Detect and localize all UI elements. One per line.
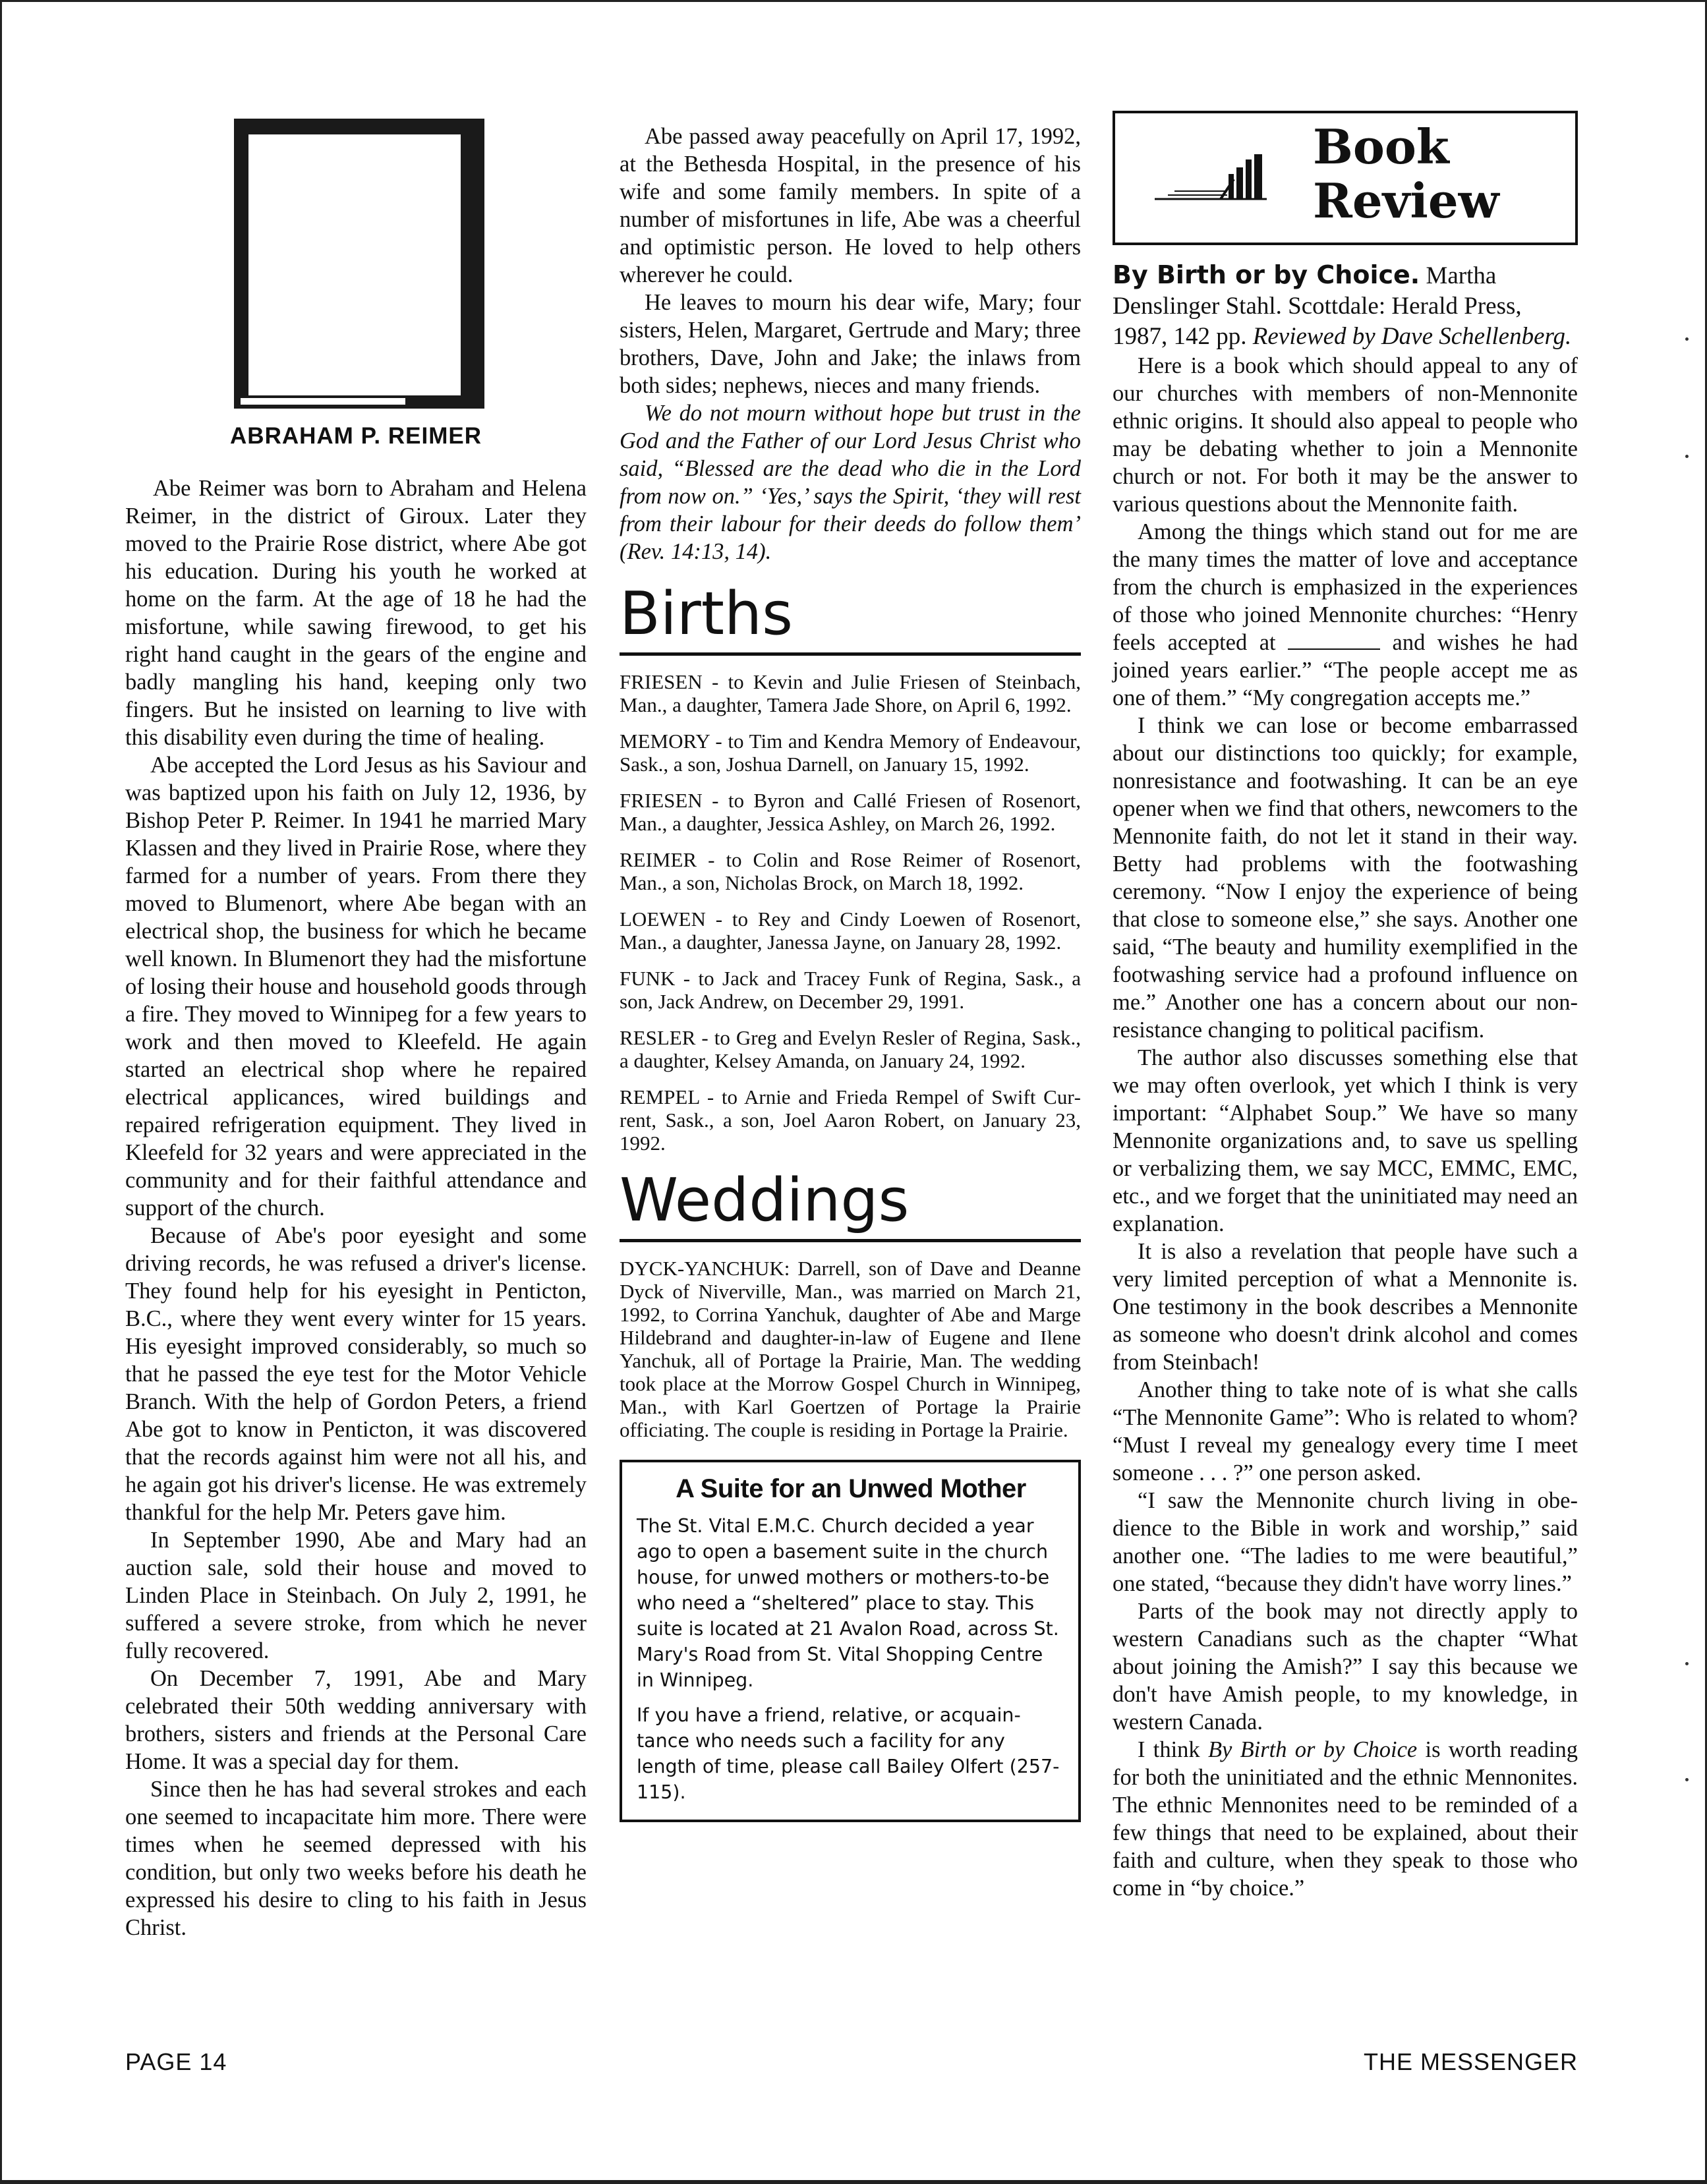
book-review-title — [1313, 120, 1499, 228]
review-text: I think — [1138, 1737, 1208, 1762]
book-title-italic: By Birth or by Choice — [1207, 1737, 1418, 1762]
birth-notice: FUNK - to Jack and Tracey Funk of Regina, Sask., a son, Jack Andrew, on December 29, 1991. — [620, 967, 1081, 1013]
book-review-title-line2: Review — [1313, 173, 1499, 229]
book-review-title-line1: Book — [1313, 119, 1449, 175]
birth-notice: LOEWEN - to Rey and Cindy Loewen of Rosenort, Man., a daughter, Janessa Jayne, on January 28, 1992. — [620, 907, 1081, 954]
review-paragraph — [1113, 518, 1578, 712]
margin-mark — [1685, 455, 1689, 458]
book-review-byline — [1113, 260, 1578, 352]
book-review-heading-box — [1113, 111, 1578, 245]
birth-notice: REMPEL - to Arnie and Frieda Rempel of Swift Current, Sask., a son, Joel Aaron Robert, on January 23, 1992. — [620, 1085, 1081, 1155]
suite-announcement-paragraph: The St. Vital E.M.C. Church decided a year ago to open a basement suite in the church house, for unwed mothers or mothers-to-be who need a “sheltered” place to stay. This suite is located at 21 Avalon Road, across St. Mary's Road from St. Vital Shopping Centre in Winnipeg. — [637, 1515, 1059, 1691]
review-paragraph: Here is a book which should appeal to any of our churches with members of non-Mennonite ethnic origins. It should also appeal to people who may be debating whether to join a Mennonite church or not. For both it may be the answer to various questions about the Mennonite faith. — [1113, 353, 1578, 517]
margin-mark — [1685, 337, 1689, 341]
books-icon — [1155, 148, 1267, 207]
obituary-paragraph: Abe Reimer was born to Abraham and Helena Reimer, in the district of Giroux. Later they moved to the Prairie Rose district, where Abe got his education. During his youth he worked at home on the farm. At the age of 18 he had the misfortune, while sawing firewood, to get his right hand caught in the gears of the engine and badly mangling his hand, keeping only two fingers. But he insisted on learning to live with this disability even during the time of healing. — [125, 476, 587, 750]
middle-column — [620, 123, 1081, 1822]
review-paragraph — [1113, 1736, 1578, 1902]
weddings-list — [620, 1257, 1081, 1441]
margin-mark — [1685, 1778, 1689, 1781]
suite-announcement-paragraph: If you have a friend, relative, or acquaintance who needs such a facility for any length of time, please call Bailey Olfert (257-115). — [637, 1704, 1060, 1803]
book-details: Martha Denslinger Stahl. Scottdale: Herald Press, 1987, 142 pp. — [1113, 262, 1522, 350]
obituary-column — [125, 119, 587, 1941]
review-text: and wishes he had joined years earlier.” “The people accept me as one of them.” “My congregation accepts me.” — [1113, 630, 1578, 710]
review-text: is worth reading for both the uninitiated and the ethnic Mennonites. The ethnic Mennonites need to be reminded of a few things that need to be explained, about their faith and culture, when they speak to those who come in “by choice.” — [1113, 1737, 1578, 1901]
weddings-heading: Weddings — [620, 1168, 1081, 1242]
wedding-notice: DYCK-YANCHUK: Darrell, son of Dave and Deanne Dyck of Niverville, Man., was married on March 21, 1992, to Corrina Yanchuk, daughter of Abe and Marge Hildebrand and daughter-in-law of Eugene and Ilene Yanchuk, all of Portage la Prairie, Man. The wedding took place at the Morrow Gospel Church in Winnipeg, Man., with Karl Goertzen of Portage la Prairie officiating. The couple is residing in Portage la Prairie. — [620, 1257, 1081, 1441]
review-text: Among the things which stand out for me are the many times the matter of love and acceptance from the church is emphasized in the experiences of those who joined Mennonite churches: “Henry feels accepted at — [1113, 519, 1578, 655]
obituary-scripture: We do not mourn without hope but trust in the God and the Father of our Lord Jesus Christ who said, “Blessed are the dead who die in the Lord from now on.” ‘Yes,’ says the Spirit, ‘they will rest from their labour for their deeds do follow them’ (Rev. 14:13, 14). — [620, 401, 1081, 564]
photo-blank-area — [248, 134, 461, 395]
birth-notice: REIMER - to Colin and Rose Reimer of Rosenort, Man., a son, Nicholas Brock, on March 18, 1992. — [620, 848, 1081, 894]
publication-name: THE MESSENGER — [1363, 2048, 1578, 2075]
book-review-column — [1113, 111, 1578, 1902]
obituary-paragraph: In September 1990, Abe and Mary had an auction sale, sold their house and moved to Linden Place in Steinbach. On July 2, 1991, he suffered a severe stroke, from which he never fully recovered. — [125, 1528, 587, 1663]
review-paragraph: Another thing to take note of is what she calls “The Mennonite Game”: Who is related to whom? “Must I reveal my genealogy every time I meet someone . . . ?” one person asked. — [1113, 1377, 1578, 1485]
page-number: PAGE 14 — [125, 2048, 227, 2075]
review-paragraph: I think we can lose or become embarrassed about our distinctions too quickly; for example, nonresistance and footwashing. It can be an eye opener when we find that others, newcomers to the Mennonite faith, do not let it stand in their way. Betty had problems with the footwashing ceremony. “Now I enjoy the experience of being that close to someone else,” she says. Another one said, “The beauty and humility exemplified in the footwashing service had a profound influence on me.” Another one has a concern about our nonresistance changing to political pacifism. — [1113, 713, 1578, 1043]
review-paragraph: The author also discusses something else that we may often overlook, yet which I think is very important: “Alphabet Soup.” We have so many Mennonite organizations and, to save us spelling or verbalizing them, we say MCC, EMMC, EMC, etc., and we forget that the uninitiated may need an explanation. — [1113, 1045, 1578, 1236]
birth-notice: RESLER - to Greg and Evelyn Resler of Regina, Sask., a daughter, Kelsey Amanda, on January 24, 1992. — [620, 1026, 1081, 1072]
obituary-paragraph: Because of Abe's poor eyesight and some driving records, he was refused a driver's license. They found help for his eyesight in Penticton, B.C., where they went every winter for 15 years. His eyesight improved considerably, so much so that he passed the eye test for the Motor Vehicle Branch. With the help of Gordon Peters, a friend Abe got to know in Penticton, it was discovered that the records against him were not all his, and he again got his driver's license. He was extremely thankful for the help Mr. Peters gave him. — [125, 1223, 587, 1525]
book-title: By Birth or by Choice. — [1113, 260, 1420, 289]
births-list — [620, 670, 1081, 1155]
margin-mark — [1685, 1662, 1689, 1665]
obituary-paragraph: On December 7, 1991, Abe and Mary celebrated their 50th wedding anniversary with brothers, sisters and friends at the Personal Care Home. It was a special day for them. — [125, 1666, 587, 1774]
births-heading: Births — [620, 581, 1081, 656]
birth-notice: FRIESEN - to Byron and Callé Friesen of Rosenort, Man., a daughter, Jessica Ashley, on March 26, 1992. — [620, 789, 1081, 835]
review-paragraph: “I saw the Mennonite church living in obedience to the Bible in work and worship,” said another one. “The ladies to me were beautiful,” one stated, “because they didn't have worry lines.” — [1113, 1488, 1578, 1596]
review-paragraph: Parts of the book may not directly apply to western Canadians such as the chapter “What about joining the Amish?” I say this because we don't have Amish people, to my knowledge, in western Canada. — [1113, 1599, 1578, 1735]
obituary-name: ABRAHAM P. REIMER — [230, 423, 482, 449]
blank-line — [1288, 631, 1380, 650]
obituary-photo — [234, 119, 484, 409]
obituary-paragraph: Since then he has had several strokes and each one seemed to incapacitate him more. There were times when he seemed depressed with his condition, but only two weeks before his death he expressed his desire to cling to his faith in Jesus Christ. — [125, 1777, 587, 1940]
suite-announcement-title: A Suite for an Unwed Mother — [676, 1474, 1026, 1503]
reviewer-credit: Reviewed by Dave Schellenberg. — [1252, 323, 1572, 350]
obituary-paragraph: Abe accepted the Lord Jesus as his Saviour and was baptized upon his faith on July 12, 1936, by Bishop Peter P. Reimer. In 1941 he married Mary Klassen and they lived in Prairie Rose, where they farmed for a number of years. From there they moved to Blumenort, where Abe began with an electrical shop, the business for which he became well known. In Blumenort they had the misfortune of losing their house and household goods through a fire. They moved to Winnipeg for a few years to work and then moved to Kleefeld. He again started an electrical shop where he repaired electrical applicances, wired buildings and repaired refrigeration equipment. They lived in Kleefeld for 32 years and were appreciated in the community and for their faithful attendance and support of the church. — [125, 753, 587, 1221]
review-paragraph: It is also a revelation that people have such a very limited perception of what a Mennonite is. One testimony in the book describes a Mennonite as someone who doesn't drink alcohol and comes from Steinbach! — [1113, 1239, 1578, 1375]
photo-edge — [241, 398, 405, 405]
birth-notice: FRIESEN - to Kevin and Julie Friesen of Steinbach, Man., a daughter, Tamera Jade Shore, on April 6, 1992. — [620, 670, 1081, 716]
obituary-paragraph: Abe passed away peacefully on April 17, 1992, at the Bethesda Hospital, in the presence of his wife and some family members. In spite of a number of misfortunes in life, Abe was a cheerful and optimistic person. He loved to help others wherever he could. — [620, 124, 1081, 287]
suite-announcement-box — [620, 1460, 1081, 1822]
obituary-paragraph: He leaves to mourn his dear wife, Mary; four sisters, Helen, Margaret, Gertrude and Mary; three brothers, Dave, John and Jake; the inlaws from both sides; nephews, nieces and many friends. — [620, 290, 1081, 398]
birth-notice: MEMORY - to Tim and Kendra Memory of Endeavour, Sask., a son, Joshua Darnell, on January 15, 1992. — [620, 730, 1081, 776]
